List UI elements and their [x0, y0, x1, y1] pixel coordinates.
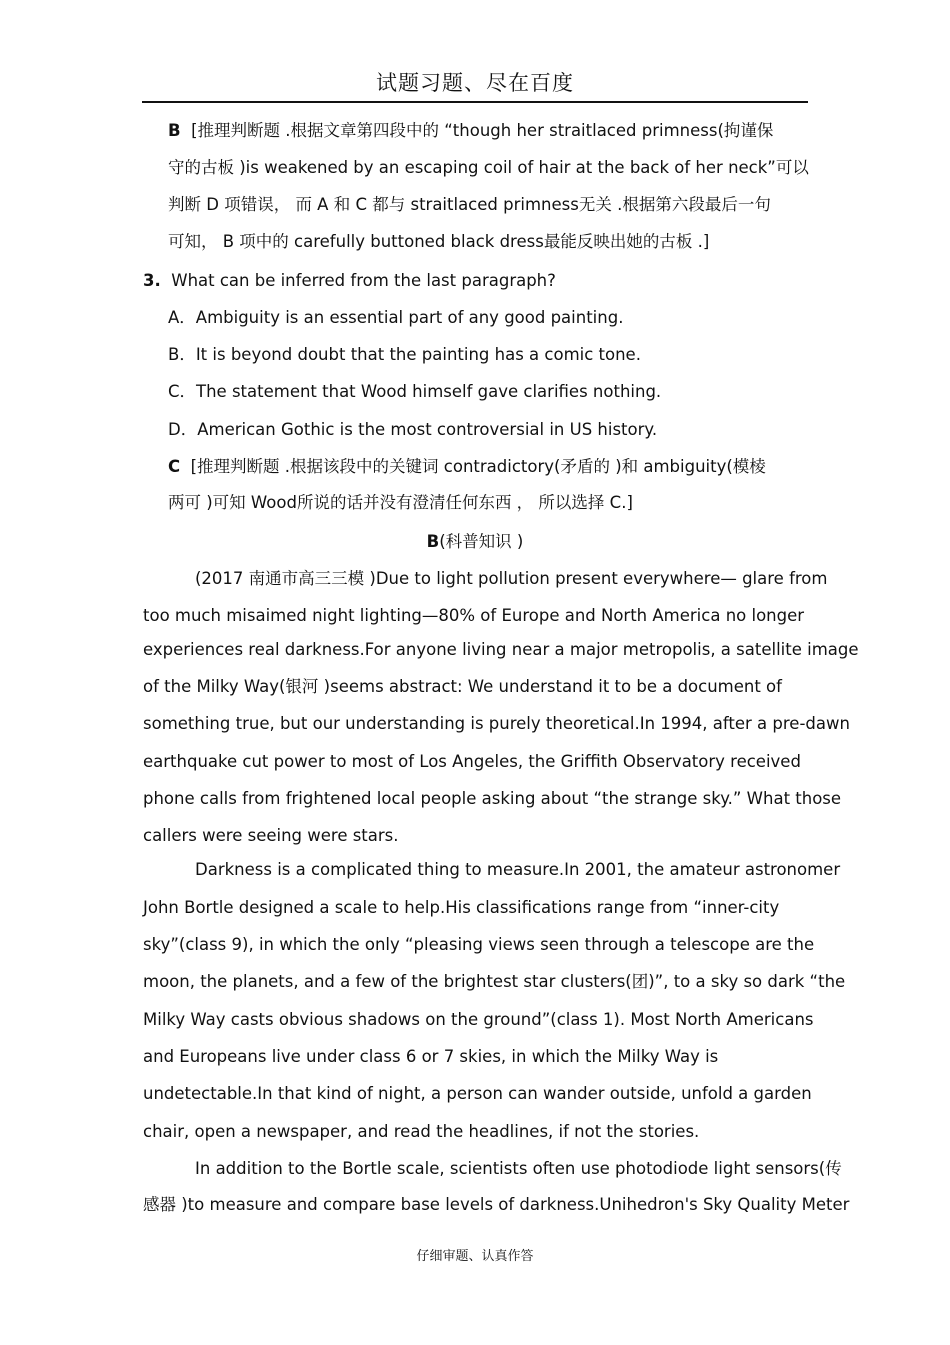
- question-3-stem: What can be inferred from the last paragraph?: [171, 271, 556, 290]
- section-b-label: (科普知识 ): [439, 532, 524, 551]
- question-3-option-c: C．The statement that Wood himself gave clarifies nothing.: [168, 382, 662, 401]
- question-3-number: 3.: [143, 271, 161, 290]
- passage-line-15: undetectable.In that kind of night, a person can wander outside, unfold a garden: [143, 1084, 812, 1103]
- passage-line-6: earthquake cut power to most of Los Angeles, the Griffith Observatory received: [143, 752, 801, 771]
- answer-3-text-1: [推理判断题 .根据该段中的关键词 contradictory(矛盾的 )和 ambiguity(模棱: [190, 457, 766, 476]
- question-3: [143, 269, 556, 293]
- answer-3-letter: C: [168, 457, 181, 476]
- passage-line-2: too much misaimed night lighting—80% of Europe and North America no longer: [143, 606, 805, 625]
- answer-2-line-2: 守的古板 )is weakened by an escaping coil of hair at the back of her neck”可以: [168, 158, 809, 177]
- answer-2-line-1: [168, 119, 773, 143]
- header-divider: [142, 101, 808, 103]
- passage-line-4: of the Milky Way(银河 )seems abstract: We understand it to be a document of: [143, 677, 782, 696]
- question-3-option-d: D．American Gothic is the most controversial in US history.: [168, 420, 658, 439]
- question-3-option-b: B．It is beyond doubt that the painting has a comic tone.: [168, 345, 641, 364]
- page-footer: 仔细审题、认真作答: [416, 1249, 534, 1264]
- section-b-heading: [142, 530, 808, 554]
- answer-3-line-2: 两可 )可知 Wood所说的话并没有澄清任何东西 ， 所以选择 C.]: [168, 493, 633, 512]
- passage-line-5: something true, but our understanding is purely theoretical.In 1994, after a pre-dawn: [143, 714, 850, 733]
- passage-line-3: experiences real darkness.For anyone living near a major metropolis, a satellite image: [143, 640, 859, 659]
- passage-line-14: and Europeans live under class 6 or 7 skies, in which the Milky Way is: [143, 1047, 719, 1066]
- passage-line-13: Milky Way casts obvious shadows on the ground”(class 1). Most North Americans: [143, 1010, 814, 1029]
- page-header-title: 试题习题、尽在百度: [376, 71, 574, 95]
- question-3-option-a: A．Ambiguity is an essential part of any good painting.: [168, 308, 624, 327]
- passage-line-11: sky”(class 9), in which the only “pleasing views seen through a telescope are the: [143, 935, 815, 954]
- answer-2-text-1: [推理判断题 .根据文章第四段中的 “though her straitlaced primness(拘谨保: [191, 121, 774, 140]
- passage-line-12: moon, the planets, and a few of the brightest star clusters(团)”, to a sky so dark “the: [143, 972, 846, 991]
- passage-line-1: (2017 南通市高三三模 )Due to light pollution present everywhere— glare from: [195, 569, 828, 588]
- answer-3-line-1: [168, 455, 766, 479]
- passage-line-10: John Bortle designed a scale to help.His classifications range from “inner-city: [143, 898, 780, 917]
- passage-line-8: callers were seeing were stars.: [143, 826, 399, 845]
- passage-line-7: phone calls from frightened local people asking about “the strange sky.” What those: [143, 789, 842, 808]
- answer-2-letter: B: [168, 121, 181, 140]
- answer-2-line-4: 可知， B 项中的 carefully buttoned black dress最能反映出她的古板 .]: [168, 232, 710, 251]
- answer-2-line-3: 判断 D 项错误， 而 A 和 C 都与 straitlaced primness无关 .根据第六段最后一句: [168, 195, 771, 214]
- passage-line-9: Darkness is a complicated thing to measure.In 2001, the amateur astronomer: [195, 860, 841, 879]
- section-b-letter: B: [426, 532, 440, 551]
- passage-line-18: 感器 )to measure and compare base levels of darkness.Unihedron's Sky Quality Meter: [143, 1195, 850, 1214]
- passage-line-17: In addition to the Bortle scale, scientists often use photodiode light sensors(传: [195, 1159, 842, 1178]
- passage-line-16: chair, open a newspaper, and read the headlines, if not the stories.: [143, 1122, 700, 1141]
